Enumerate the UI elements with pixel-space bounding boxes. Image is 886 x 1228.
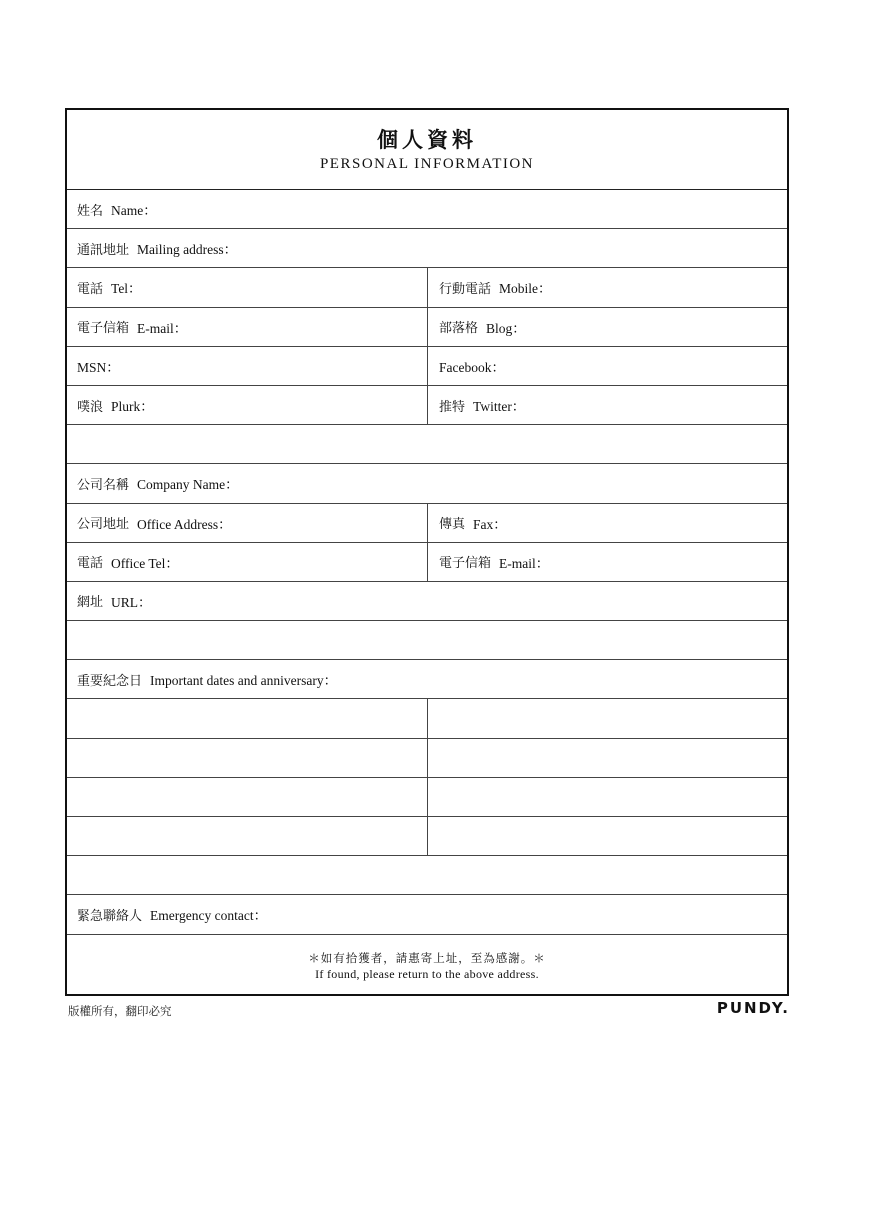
emergency-label-zh: 緊急聯絡人 <box>77 908 143 924</box>
mailing-address-field[interactable] <box>67 229 787 267</box>
office-tel-label-zh: 電話 <box>77 556 104 572</box>
twitter-label-zh: 推特 <box>439 399 466 415</box>
date-entry-right[interactable] <box>428 817 787 855</box>
plurk-field[interactable] <box>67 386 428 424</box>
emergency-contact-field[interactable] <box>67 895 787 933</box>
office-email-label-en: E-mail： <box>499 555 550 571</box>
facebook-label: Facebook： <box>439 359 505 375</box>
date-entry-row <box>67 699 787 738</box>
fax-label-en: Fax： <box>473 516 507 532</box>
plurk-label-en: Plurk： <box>111 399 154 415</box>
office-tel-label-en: Office Tel： <box>111 555 179 571</box>
return-note-english: If found, please return to the above address. <box>315 966 539 981</box>
company-name-field[interactable] <box>67 464 787 502</box>
dates-label-zh: 重要紀念日 <box>77 673 143 689</box>
blank-field[interactable] <box>67 621 787 659</box>
blank-row <box>67 621 787 660</box>
copyright-notice: 版權所有，翻印必究 <box>68 1004 172 1018</box>
facebook-field[interactable] <box>428 347 787 385</box>
url-label-en: URL： <box>111 594 152 610</box>
dates-label-en: Important dates and anniversary： <box>150 673 338 689</box>
office-email-field[interactable] <box>428 543 787 581</box>
fax-field[interactable] <box>428 504 787 542</box>
company-row <box>67 464 787 503</box>
blank-row <box>67 425 787 464</box>
url-label-zh: 網址 <box>77 595 104 611</box>
name-field[interactable] <box>67 190 787 228</box>
mobile-label-zh: 行動電話 <box>439 281 492 297</box>
office-address-label-en: Office Address： <box>137 516 232 532</box>
date-entry-row <box>67 778 787 817</box>
mailing-label-en: Mailing address： <box>137 242 238 258</box>
date-entry-left[interactable] <box>67 739 428 777</box>
title-chinese: 個人資料 <box>377 127 477 152</box>
plurk-row <box>67 386 787 425</box>
form-header <box>67 110 787 190</box>
tel-row <box>67 268 787 307</box>
tel-label-en: Tel： <box>111 281 142 297</box>
blank-field[interactable] <box>67 425 787 463</box>
name-label-zh: 姓名 <box>77 203 104 219</box>
return-note <box>67 935 787 996</box>
emergency-row <box>67 895 787 934</box>
url-field[interactable] <box>67 582 787 620</box>
office-address-label-zh: 公司地址 <box>77 517 130 533</box>
date-entry-right[interactable] <box>428 739 787 777</box>
emergency-label-en: Emergency contact： <box>150 908 268 924</box>
msn-label: MSN： <box>77 359 120 375</box>
blog-label-zh: 部落格 <box>439 321 479 337</box>
dates-row <box>67 660 787 699</box>
email-row <box>67 308 787 347</box>
company-label-zh: 公司名稱 <box>77 477 130 493</box>
blank-row <box>67 856 787 895</box>
url-row <box>67 582 787 621</box>
date-entry-left[interactable] <box>67 817 428 855</box>
blank-field[interactable] <box>67 856 787 894</box>
office-address-row <box>67 504 787 543</box>
office-tel-row <box>67 543 787 582</box>
office-email-label-zh: 電子信箱 <box>439 556 492 572</box>
date-entry-right[interactable] <box>428 699 787 737</box>
tel-field[interactable] <box>67 268 428 306</box>
name-label-en: Name： <box>111 203 157 219</box>
personal-info-form <box>65 108 789 996</box>
brand-logo: PUNDY. <box>716 999 790 1017</box>
msn-row <box>67 347 787 386</box>
mailing-label-zh: 通訊地址 <box>77 242 130 258</box>
fax-label-zh: 傳真 <box>439 517 466 533</box>
name-row <box>67 190 787 229</box>
mobile-field[interactable] <box>428 268 787 306</box>
blog-label-en: Blog： <box>486 320 526 336</box>
plurk-label-zh: 噗浪 <box>77 399 104 415</box>
mobile-label-en: Mobile： <box>499 281 552 297</box>
date-entry-row <box>67 817 787 856</box>
date-entry-right[interactable] <box>428 778 787 816</box>
return-note-chinese: ＊如有拾獲者，請惠寄上址，至為感謝。＊ <box>308 950 546 965</box>
email-label-zh: 電子信箱 <box>77 321 130 337</box>
tel-label-zh: 電話 <box>77 281 104 297</box>
important-dates-field[interactable] <box>67 660 787 698</box>
title-english: PERSONAL INFORMATION <box>319 156 535 172</box>
office-address-field[interactable] <box>67 504 428 542</box>
email-label-en: E-mail： <box>137 320 188 336</box>
office-tel-field[interactable] <box>67 543 428 581</box>
email-field[interactable] <box>67 308 428 346</box>
date-entry-left[interactable] <box>67 778 428 816</box>
date-entry-row <box>67 739 787 778</box>
mailing-row <box>67 229 787 268</box>
msn-field[interactable] <box>67 347 428 385</box>
twitter-field[interactable] <box>428 386 787 424</box>
date-entry-left[interactable] <box>67 699 428 737</box>
twitter-label-en: Twitter： <box>473 399 526 415</box>
blog-field[interactable] <box>428 308 787 346</box>
company-label-en: Company Name： <box>137 477 239 493</box>
